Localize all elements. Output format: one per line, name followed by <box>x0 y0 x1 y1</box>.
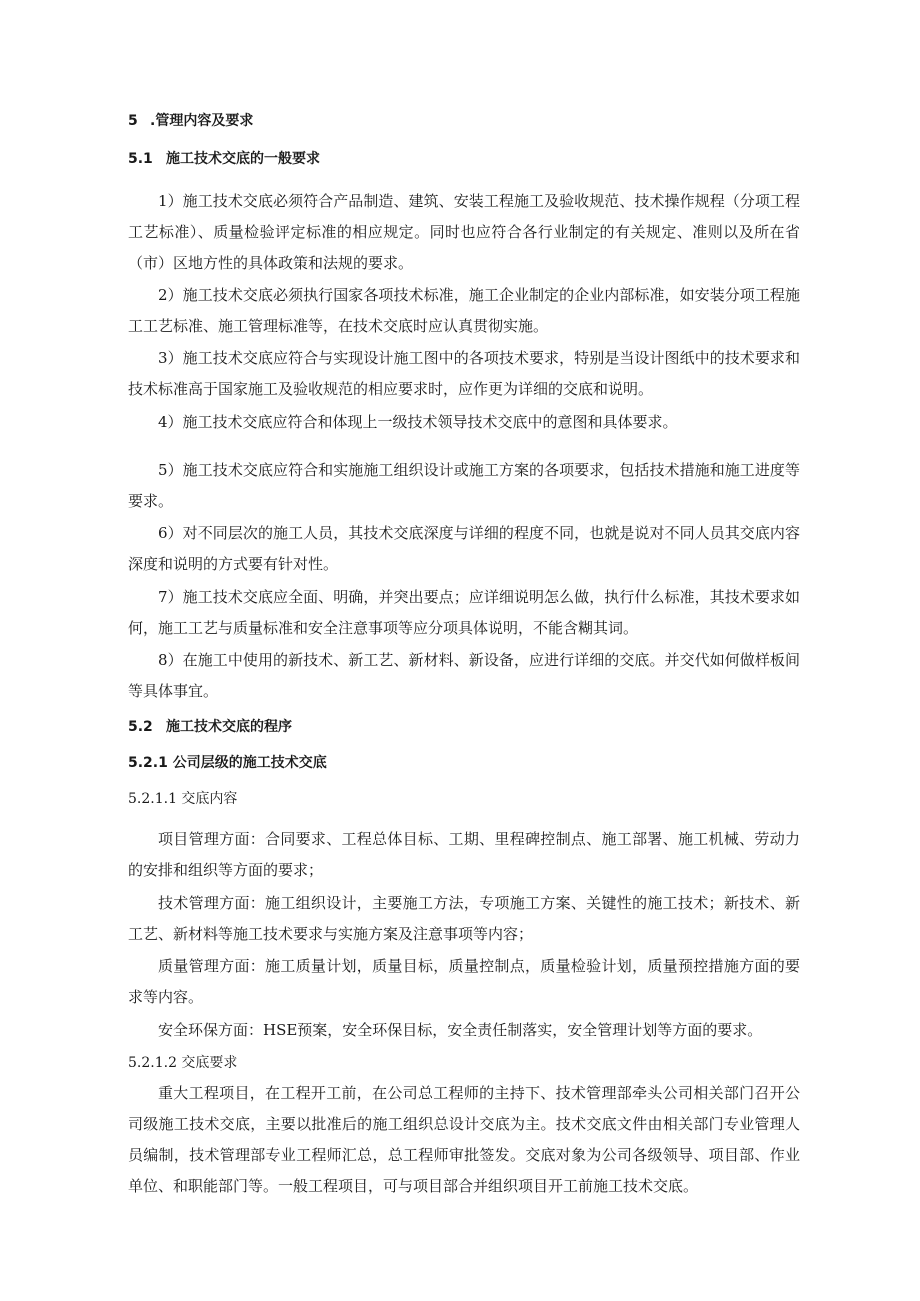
paragraph: 重大工程项目，在工程开工前，在公司总工程师的主持下、技术管理部牵头公司相关部门召开公司级施工技术交底，主要以批准后的施工组织总设计交底为主。技术交底文件由相关部门专业管理人员编制，技术管理部专业工程师汇总，总工程师审批签发。交底对象为公司各级领导、项目部、作业单位、和职能部门等。一般工程项目，可与项目部合并组织项目开工前施工技术交底。 <box>128 1084 800 1195</box>
paragraph: 技术管理方面：施工组织设计，主要施工方法，专项施工方案、关键性的施工技术；新技术、新工艺、新材料等施工技术要求与实施方案及注意事项等内容； <box>128 894 800 943</box>
section-5-heading <box>128 110 800 130</box>
paragraph: 安全环保方面：HSE预案，安全环保目标，安全责任制落实，安全管理计划等方面的要求。 <box>158 1021 763 1039</box>
section-5-2-1-2-heading: 5.2.1.2 交底要求 <box>128 1055 238 1071</box>
paragraph: 项目管理方面：合同要求、工程总体目标、工期、里程碑控制点、施工部署、施工机械、劳动力的安排和组织等方面的要求； <box>128 830 800 879</box>
paragraph: 8）在施工中使用的新技术、新工艺、新材料、新设备，应进行详细的交底。并交代如何做样板间等具体事宜。 <box>128 651 800 700</box>
paragraph: 6）对不同层次的施工人员，其技术交底深度与详细的程度不同，也就是说对不同人员其交底内容深度和说明的方式要有针对性。 <box>128 524 800 573</box>
section-number: 5.1 <box>128 151 153 167</box>
section-5-2-1-heading: 5.2.1 公司层级的施工技术交底 <box>128 755 327 771</box>
paragraph: 4）施工技术交底应符合和体现上一级技术领导技术交底中的意图和具体要求。 <box>158 413 678 431</box>
paragraph: 1）施工技术交底必须符合产品制造、建筑、安装工程施工及验收规范、技术操作规程（分项工程工艺标准）、质量检验评定标准的相应规定。同时也应符合各行业制定的有关规定、准则以及所在省（市）区地方性的具体政策和法规的要求。 <box>128 192 800 272</box>
section-title: .管理内容及要求 <box>150 113 254 129</box>
section-5-2-heading <box>128 716 800 736</box>
section-number: 5 <box>128 113 138 129</box>
section-5-2-1-1-heading: 5.2.1.1 交底内容 <box>128 791 238 807</box>
section-title: 施工技术交底的一般要求 <box>166 151 320 167</box>
paragraph: 7）施工技术交底应全面、明确，并突出要点；应详细说明怎么做，执行什么标准，其技术要求如何，施工工艺与质量标准和安全注意事项等应分项具体说明，不能含糊其词。 <box>128 588 800 637</box>
paragraph: 5）施工技术交底应符合和实施施工组织设计或施工方案的各项要求，包括技术措施和施工进度等要求。 <box>128 461 800 510</box>
section-title: 施工技术交底的程序 <box>166 719 292 735</box>
section-number: 5.2 <box>128 719 153 735</box>
paragraph: 2）施工技术交底必须执行国家各项技术标准，施工企业制定的企业内部标准，如安装分项工程施工工艺标准、施工管理标准等，在技术交底时应认真贯彻实施。 <box>128 286 800 335</box>
paragraph: 质量管理方面：施工质量计划，质量目标，质量控制点，质量检验计划，质量预控措施方面的要求等内容。 <box>128 957 800 1006</box>
section-5-1-heading <box>128 148 800 168</box>
paragraph: 3）施工技术交底应符合与实现设计施工图中的各项技术要求，特别是当设计图纸中的技术要求和技术标准高于国家施工及验收规范的相应要求时，应作更为详细的交底和说明。 <box>128 349 800 398</box>
